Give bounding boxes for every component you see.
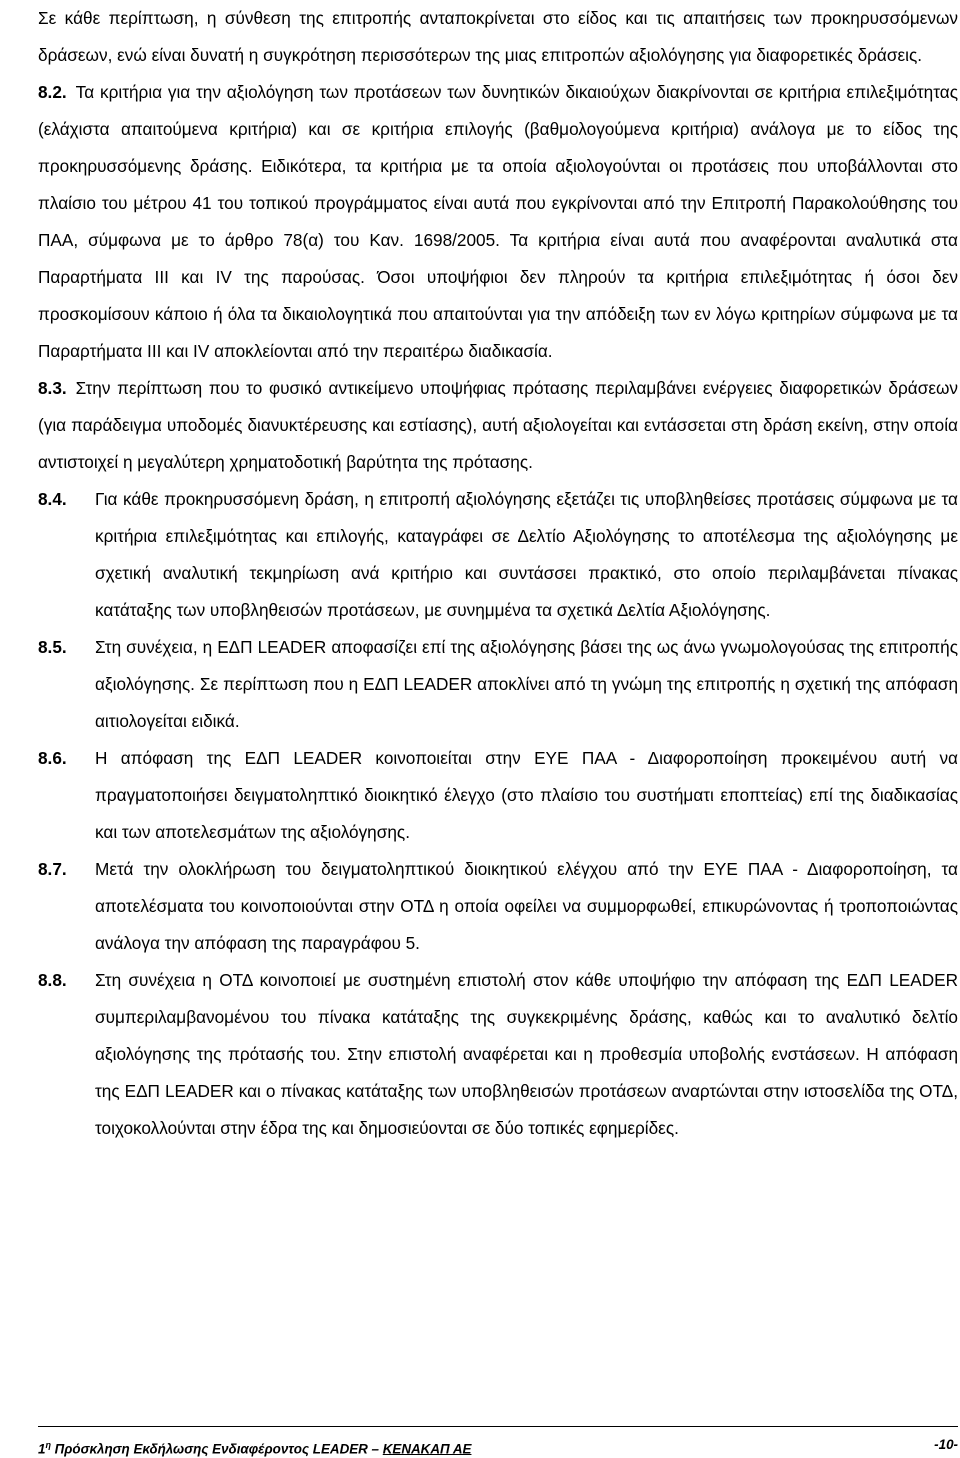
footer-org: ΚΕΝΑΚΑΠ ΑΕ bbox=[382, 1441, 472, 1457]
section-8-2 bbox=[38, 74, 958, 370]
section-text: Για κάθε προκηρυσσόμενη δράση, η επιτροπή αξιολόγησης εξετάζει τις υποβληθείσες προτάσεις σύμφωνα με τα κριτήρια επιλεξιμότητας και επιλογής, καταγράφει σε Δελτίο Αξιολόγησης το αποτέλεσμα της αξιολόγησης με σχετική αναλυτική τεκμηρίωση ανά κριτήριο και συντάσσει πρακτικό, στο οποίο περιλαμβάνεται πίνακας κατάταξης των υποβληθεισών προτάσεων, με συνημμένα τα σχετικά Δελτία Αξιολόγησης. bbox=[95, 489, 958, 620]
section-text: Στην περίπτωση που το φυσικό αντικείμενο υποψήφιας πρότασης περιλαμβάνει ενέργειες διαφορετικών δράσεων (για παράδειγμα υποδομές διανυκτέρευσης και εστίασης), αυτή αξιολογείται και εντάσσεται στη δράση εκείνη, στην οποία αντιστοιχεί η μεγαλύτερη χρηματοδοτική βαρύτητα της πρότασης. bbox=[38, 378, 958, 472]
section-text: Η απόφαση της ΕΔΠ LEADER κοινοποιείται στην ΕΥΕ ΠΑΑ - Διαφοροποίηση προκειμένου αυτή να πραγματοποιήσει δειγματοληπτικό διοικητικό έλεγχο (στο πλαίσιο του συστήματι εποπτείας) επί της διαδικασίας και των αποτελεσμάτων της αξιολόγησης. bbox=[95, 748, 958, 842]
section-number: 8.6. bbox=[38, 748, 67, 768]
section-8-7 bbox=[38, 851, 958, 962]
section-number: 8.5. bbox=[38, 637, 67, 657]
section-8-8 bbox=[38, 962, 958, 1147]
section-text: Στη συνέχεια η ΟΤΔ κοινοποιεί με συστημένη επιστολή στον κάθε υποψήφιο την απόφαση της ΕΔΠ LEADER συμπεριλαμβανομένου του πίνακα κατάταξης της συγκεκριμένης δράσης, καθώς και το αναλυτικό δελτίο αξιολόγησης της πρότασής του. Στην επιστολή αναφέρεται και η προθεσμία υποβολής ενστάσεων. Η απόφαση της ΕΔΠ LEADER και ο πίνακας κατάταξης των υποβληθεισών προτάσεων αναρτώνται στην ιστοσελίδα της ΟΤΔ, τοιχοκολλούνται στην έδρα της και δημοσιεύονται σε δύο τοπικές εφημερίδες. bbox=[95, 970, 958, 1138]
section-8-6 bbox=[38, 740, 958, 851]
section-number: 8.7. bbox=[38, 859, 67, 879]
section-number: 8.8. bbox=[38, 970, 67, 990]
section-text: Στη συνέχεια, η ΕΔΠ LEADER αποφασίζει επί της αξιολόγησης βάσει της ως άνω γνωμολογούσας της επιτροπής αξιολόγησης. Σε περίπτωση που η ΕΔΠ LEADER αποκλίνει από τη γνώμη της επιτροπής η σχετική της απόφαση αιτιολογείται ειδικά. bbox=[95, 637, 958, 731]
section-number: 8.4. bbox=[38, 489, 67, 509]
footer-ordinal-sup: η bbox=[45, 1440, 51, 1450]
section-number: 8.3. bbox=[38, 378, 67, 398]
section-text: Τα κριτήρια για την αξιολόγηση των προτάσεων των δυνητικών δικαιούχων διακρίνονται σε κριτήρια επιλεξιμότητας (ελάχιστα απαιτούμενα κριτήρια) και σε κριτήρια επιλογής (βαθμολογούμενα κριτήρια) ανάλογα με το είδος της προκηρυσσόμενης δράσης. Ειδικότερα, τα κριτήρια με τα οποία αξιολογούνται οι προτάσεις που υποβάλλονται στο πλαίσιο του μέτρου 41 του τοπικού προγράμματος είναι αυτά που εγκρίνονται από την Επιτροπή Παρακολούθησης του ΠΑΑ, σύμφωνα με το άρθρο 78(α) του Καν. 1698/2005. Τα κριτήρια είναι αυτά που αναφέρονται αναλυτικά στα Παραρτήματα ΙΙΙ και IV της παρούσας. Όσοι υποψήφιοι δεν πληρούν τα κριτήρια επιλεξιμότητας ή όσοι δεν προσκομίσουν κάποιο ή όλα τα δικαιολογητικά που απαιτούνται για την απόδειξη των εν λόγω κριτηρίων σύμφωνα με τα Παραρτήματα ΙΙΙ και IV αποκλείονται από την περαιτέρω διαδικασία. bbox=[38, 82, 958, 361]
section-8-5 bbox=[38, 629, 958, 740]
intro-paragraph: Σε κάθε περίπτωση, η σύνθεση της επιτροπής ανταποκρίνεται στο είδος και τις απαιτήσεις των προκηρυσσόμενων δράσεων, ενώ είναι δυνατή η συγκρότηση περισσότερων της μιας επιτροπών αξιολόγησης για διαφορετικές δράσεις. bbox=[38, 8, 958, 65]
section-text: Μετά την ολοκλήρωση του δειγματοληπτικού διοικητικού ελέγχου από την ΕΥΕ ΠΑΑ - Διαφοροποίηση, τα αποτελέσματα του κοινοποιούνται στην ΟΤΔ η οποία οφείλει να συμμορφωθεί, επικυρώνοντας ή τροποποιώντας ανάλογα την απόφαση της παραγράφου 5. bbox=[95, 859, 958, 953]
footer-ordinal: 1 bbox=[38, 1441, 46, 1457]
section-8-4 bbox=[38, 481, 958, 629]
footer-title-text: Πρόσκληση Εκδήλωσης Ενδιαφέροντος LEADER – bbox=[50, 1441, 383, 1457]
document-page bbox=[38, 0, 958, 1455]
section-8-3 bbox=[38, 370, 958, 481]
footer-divider bbox=[38, 1426, 958, 1427]
page-number: -10- bbox=[934, 1437, 958, 1452]
section-number: 8.2. bbox=[38, 82, 67, 102]
